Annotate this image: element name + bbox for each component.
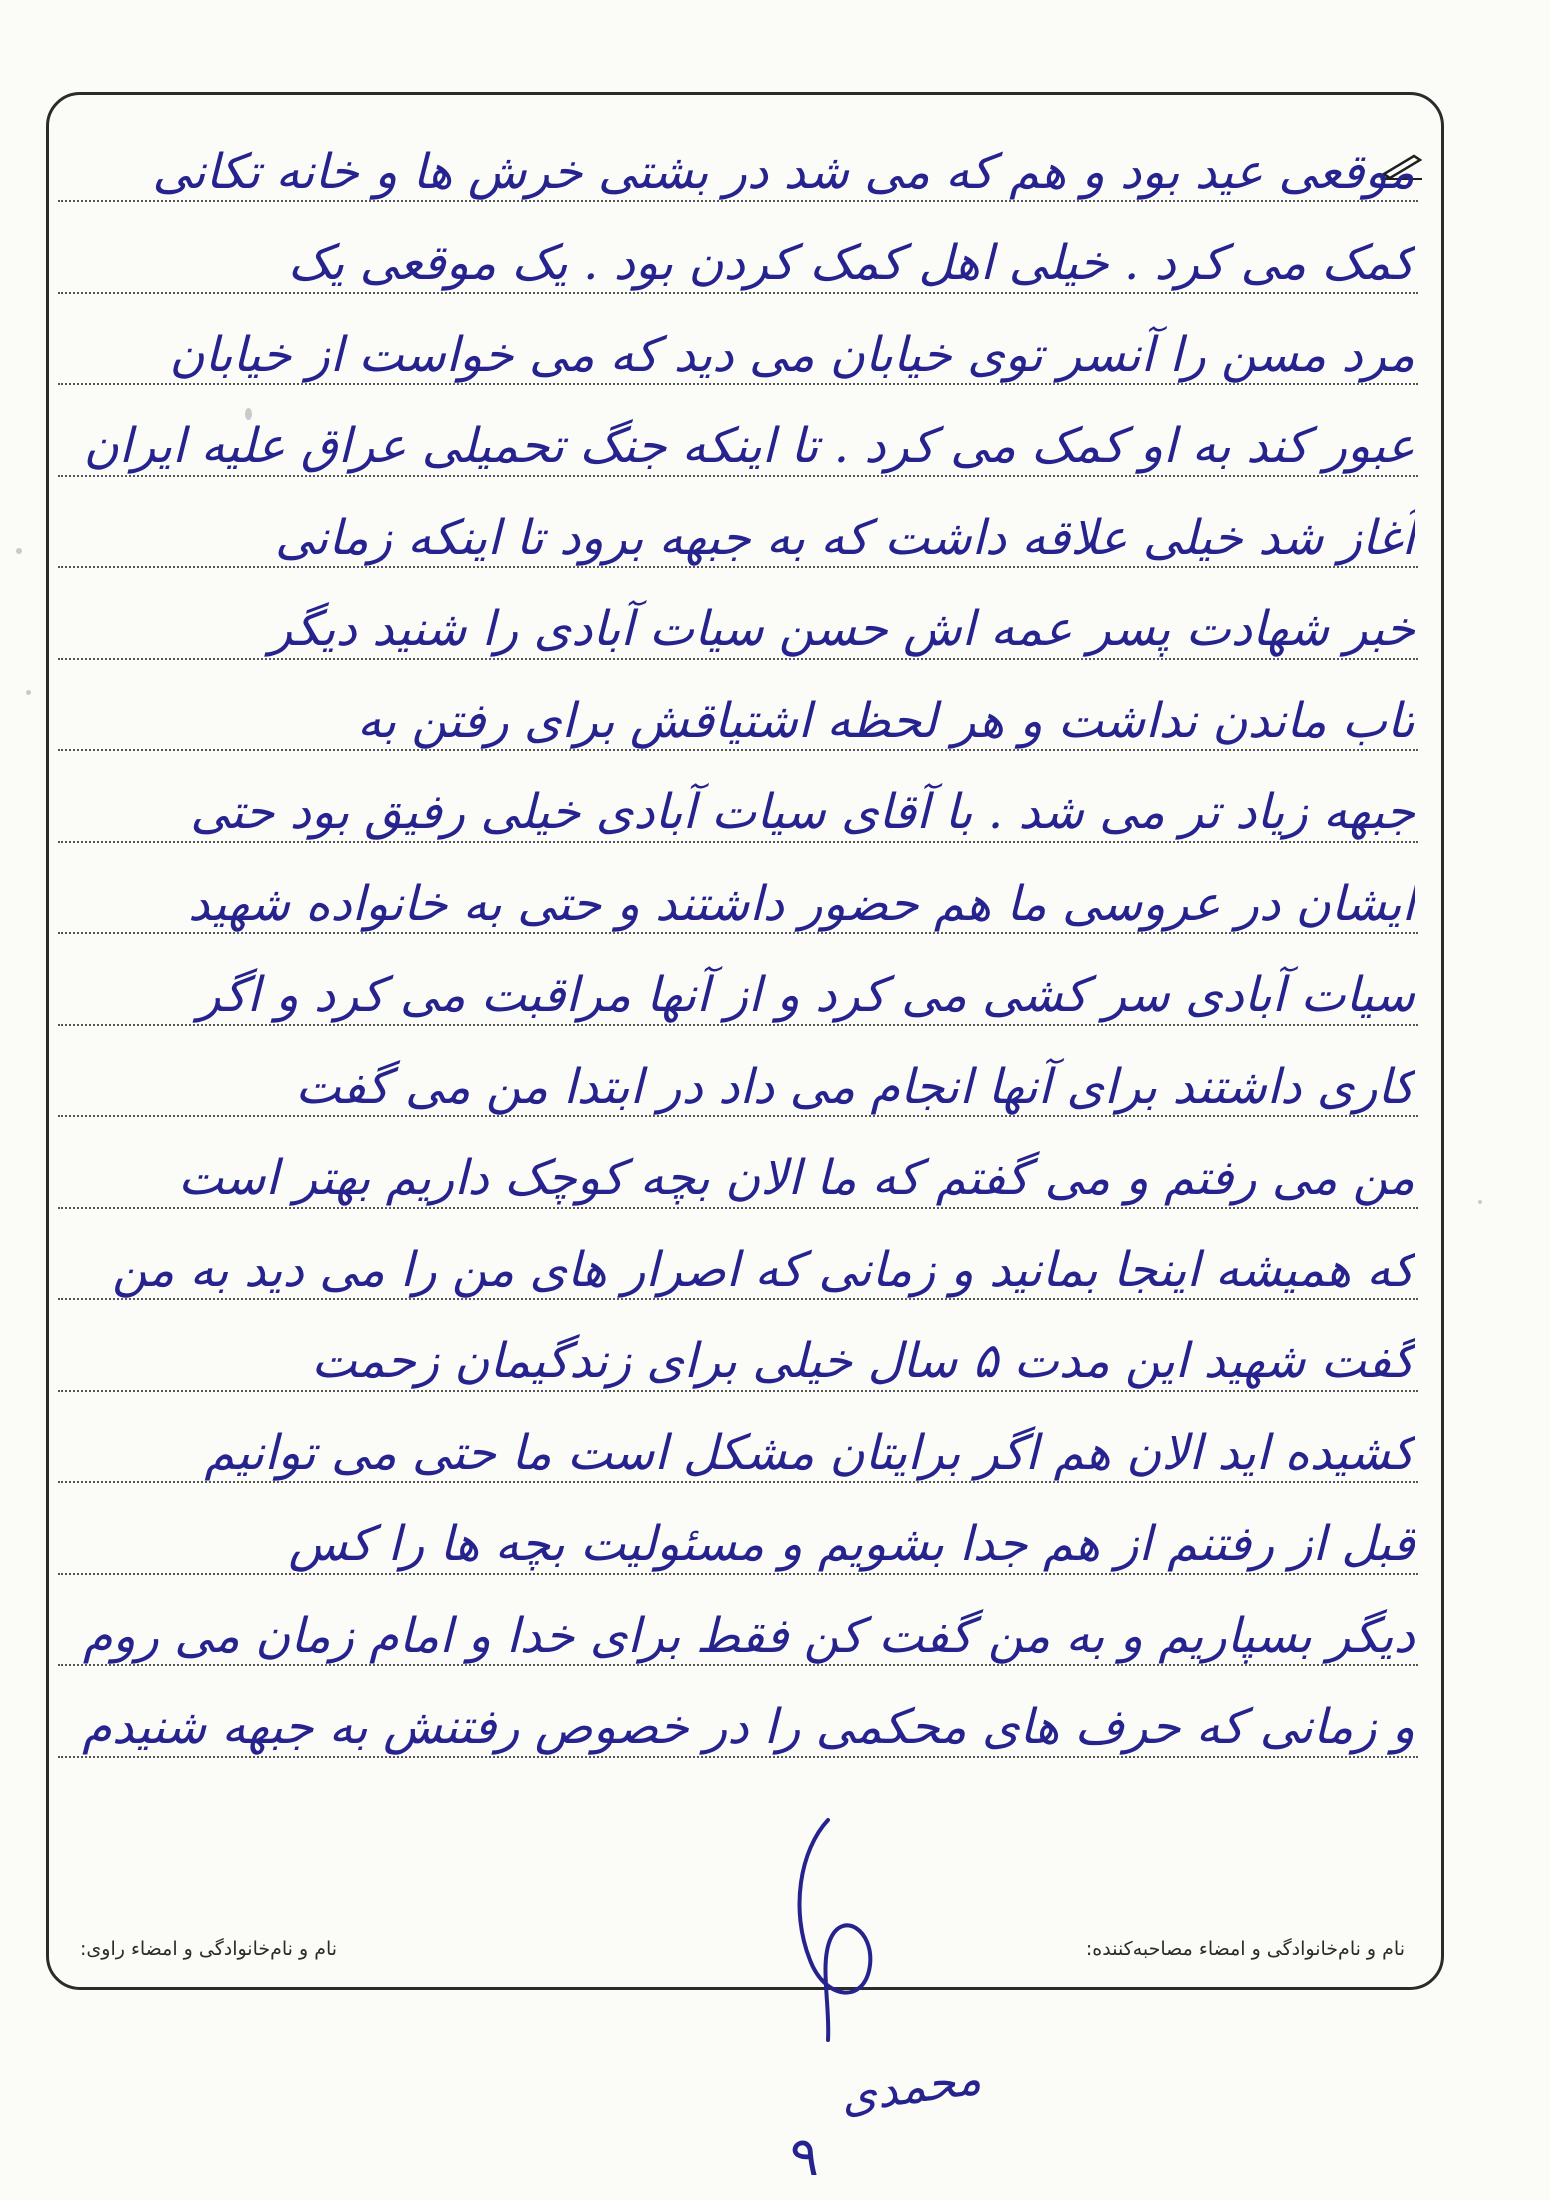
handwritten-text [80, 120, 1415, 1767]
handwritten-line: سیات آبادی سر کشی می کرد و از آنها مراقبت می کرد و اگر [197, 967, 1415, 1023]
interviewer-signature-label: نام و نام‌خانوادگی و امضاء مصاحبه‌کننده: [1085, 1938, 1405, 1960]
signature-name: محمدی [836, 2050, 985, 2124]
handwritten-line: موقعی عید بود و هم که می شد در بشتی خرش ها و خانه تکانی [152, 143, 1415, 200]
handwritten-line: ایشان در عروسی ما هم حضور داشتند و حتی به خانواده شهید [187, 875, 1415, 932]
handwritten-line: آغاز شد خیلی علاقه داشت که به جبهه برود تا اینکه زمانی [275, 509, 1415, 566]
handwritten-line: کشیده اید الان هم اگر برایتان مشکل است ما حتی می توانیم [204, 1424, 1415, 1481]
paper-speck [1478, 1200, 1482, 1204]
signature-labels [80, 1938, 1405, 1960]
handwritten-line: کاری داشتند برای آنها انجام می داد در ابتدا من می گفت [295, 1058, 1415, 1115]
handwritten-line: کمک می کرد . خیلی اهل کمک کردن بود . یک موقعی یک [288, 235, 1415, 291]
handwritten-line: خبر شهادت پسر عمه اش حسن سیات آبادی را شنید دیگر [269, 601, 1415, 657]
handwritten-line: گفت شهید این مدت ۵ سال خیلی برای زندگیمان زحمت [311, 1333, 1415, 1389]
handwritten-line: که همیشه اینجا بمانید و زمانی که اصرار های من را می دید به من [112, 1241, 1415, 1298]
handwritten-line: عبور کند به او کمک می کرد . تا اینکه جنگ تحمیلی عراق علیه ایران [83, 418, 1415, 474]
handwritten-line: قبل از رفتنم از هم جدا بشویم و مسئولیت بچه ها را کس [288, 1516, 1415, 1572]
handwritten-line: مرد مسن را آنسر توی خیابان می دید که می خواست از خیابان [169, 326, 1415, 383]
handwritten-line: جبهه زیاد تر می شد . با آقای سیات آبادی خیلی رفیق بود حتی [190, 784, 1415, 840]
handwritten-line: من می رفتم و می گفتم که ما الان بچه کوچک داریم بهتر است [178, 1150, 1415, 1206]
handwritten-line: تاب ماندن نداشت و هر لحظه اشتیاقش برای رفتن به [357, 692, 1415, 749]
paper-speck [16, 548, 22, 554]
handwritten-line: دیگر بسپاریم و به من گفت کن فقط برای خدا و امام زمان می روم [82, 1607, 1415, 1664]
narrator-signature-label: نام و نام‌خانوادگی و امضاء راوی: [80, 1938, 338, 1960]
page-number: ۹ [790, 2125, 820, 2188]
paper-speck [26, 690, 31, 695]
handwritten-line: و زمانی که حرف های محکمی را در خصوص رفتنش به جبهه شنیدم [82, 1699, 1415, 1755]
